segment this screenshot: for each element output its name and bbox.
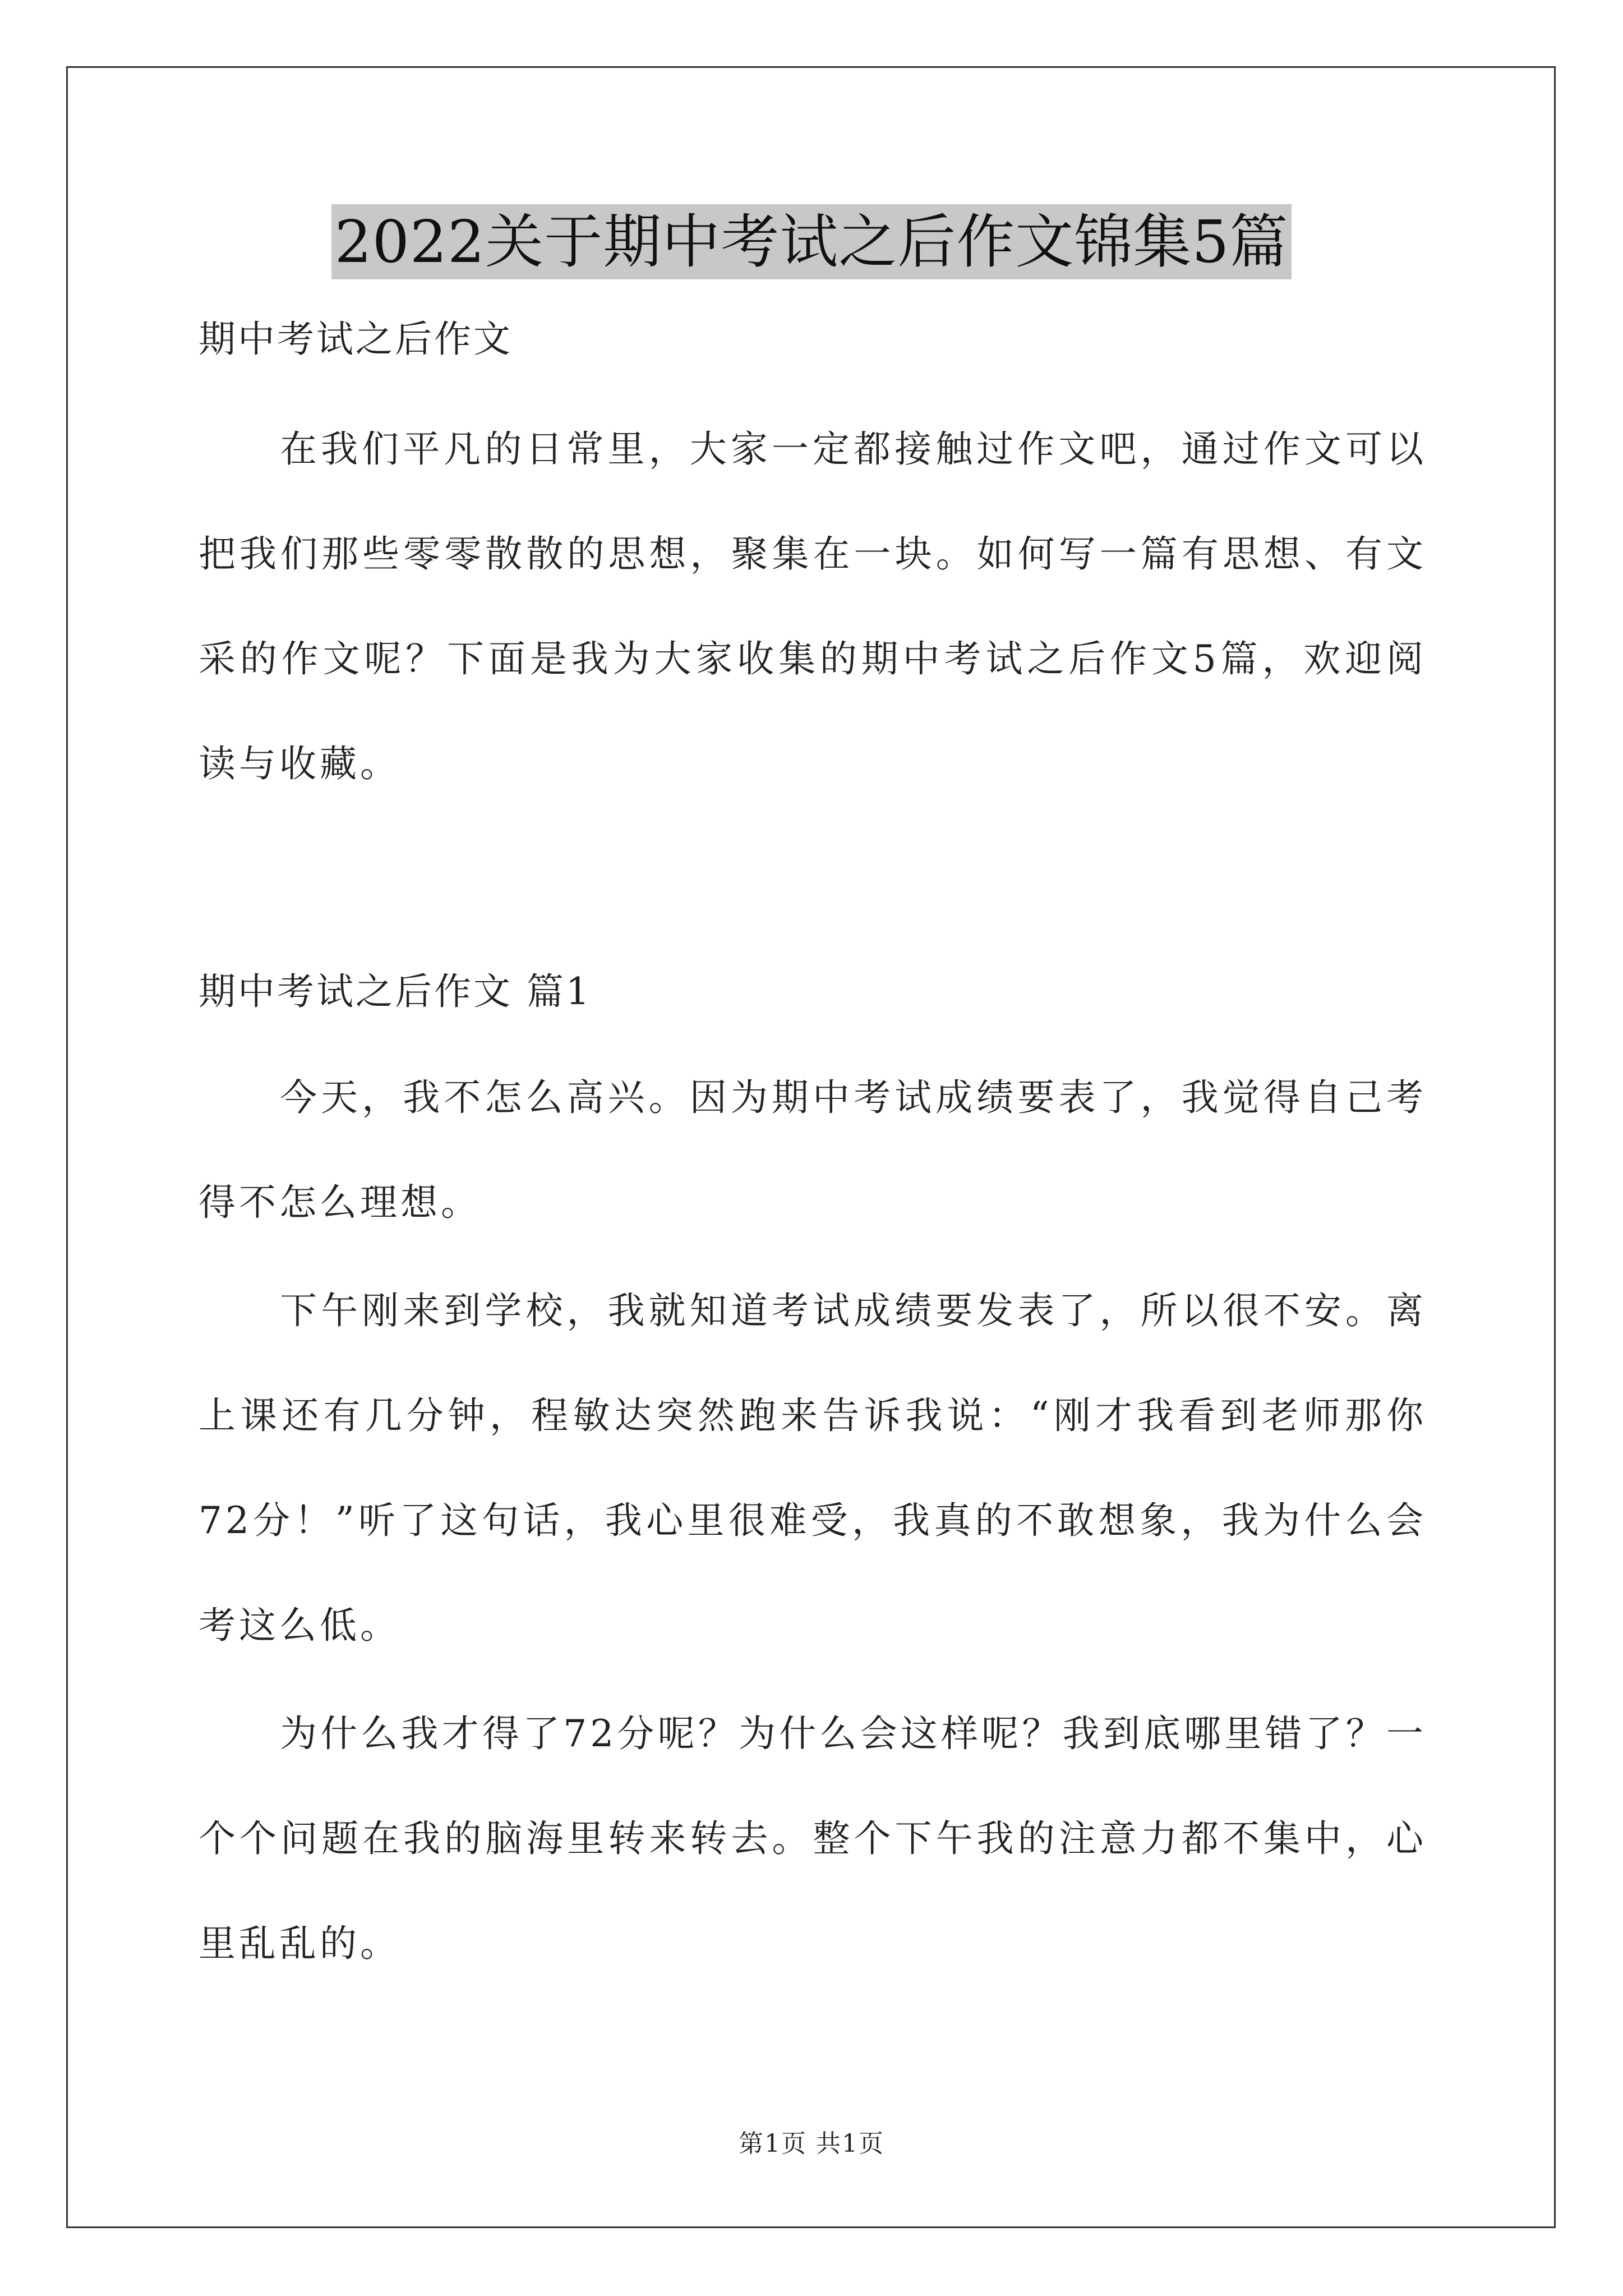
intro-paragraph: 在我们平凡的日常里，大家一定都接触过作文吧，通过作文可以把我们那些零零散散的思想，聚集在一块。如何写一篇有思想、有文采的作文呢？下面是我为大家收集的期中考试之后作文5篇，欢迎阅读与收藏。	[199, 427, 1427, 785]
essay-paragraph: 为什么我才得了72分呢？为什么会这样呢？我到底哪里错了？一个个问题在我的脑海里转来转去。整个下午我的注意力都不集中，心里乱乱的。	[199, 1712, 1427, 1965]
essay-paragraph: 今天，我不怎么高兴。因为期中考试成绩要表了，我觉得自己考得不怎么理想。	[199, 1076, 1427, 1224]
title-container	[0, 204, 1623, 279]
essay-paragraph: 下午刚来到学校，我就知道考试成绩要发表了，所以很不安。离上课还有几分钟，程敏达突然跑来告诉我说：“刚才我看到老师那你72分！”听了这句话，我心里很难受，我真的不敢想象，我为什么会考这么低。	[199, 1289, 1427, 1647]
document-title: 2022关于期中考试之后作文锦集5篇	[331, 204, 1292, 279]
essay-heading: 期中考试之后作文 篇1	[199, 970, 592, 1013]
section-heading: 期中考试之后作文	[199, 318, 513, 361]
page-footer: 第1页 共1页	[739, 2129, 884, 2158]
document-body	[199, 314, 1427, 1996]
